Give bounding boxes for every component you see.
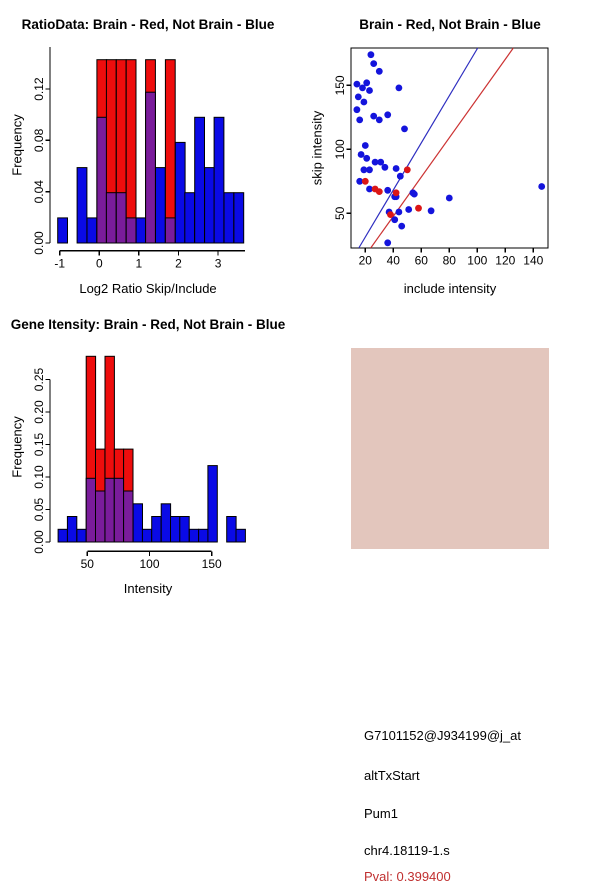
svg-text:150: 150 — [333, 75, 348, 96]
ratio-hist-title: RatioData: Brain - Red, Not Brain - Blue — [21, 17, 275, 32]
svg-text:1: 1 — [135, 256, 143, 271]
info-pval: Pval: 0.399400 — [364, 869, 451, 884]
ratio-hist-ylabel: Frequency — [9, 114, 25, 176]
gene-hist-ylabel: Frequency — [9, 416, 25, 478]
svg-text:0.00: 0.00 — [32, 530, 47, 554]
svg-text:40: 40 — [386, 253, 400, 268]
gene_intensity_hist-chart — [32, 356, 245, 571]
svg-text:0.20: 0.20 — [32, 400, 47, 424]
gene-hist-xlabel: Intensity — [123, 581, 173, 596]
svg-text:-1: -1 — [54, 256, 66, 271]
intensity_scatter-chart — [333, 48, 548, 268]
svg-text:80: 80 — [442, 253, 456, 268]
svg-text:0: 0 — [95, 256, 103, 271]
scatter-ylabel: skip intensity — [309, 110, 325, 186]
gene-hist-title: Gene Itensity: Brain - Red, Not Brain - Blue — [10, 317, 286, 332]
scatter-xlabel: include intensity — [403, 281, 497, 296]
svg-text:60: 60 — [414, 253, 428, 268]
svg-text:100: 100 — [467, 253, 488, 268]
svg-text:50: 50 — [333, 206, 348, 220]
svg-text:50: 50 — [80, 556, 94, 571]
svg-text:0.10: 0.10 — [32, 465, 47, 489]
info-probe-id: G7101152@J934199@j_at — [364, 728, 521, 743]
blue_fit_line — [359, 48, 478, 248]
svg-text:150: 150 — [201, 556, 222, 571]
svg-text:0.04: 0.04 — [32, 180, 47, 204]
scatter-title: Brain - Red, Not Brain - Blue — [359, 17, 541, 32]
svg-text:0.15: 0.15 — [32, 432, 47, 457]
svg-text:140: 140 — [523, 253, 544, 268]
info-location: chr4.18119-1.s — [364, 843, 450, 858]
info-panel — [351, 348, 549, 884]
svg-text:3: 3 — [214, 256, 222, 271]
svg-text:0.08: 0.08 — [32, 128, 47, 153]
svg-text:0.00: 0.00 — [32, 231, 47, 255]
svg-text:20: 20 — [358, 253, 372, 268]
ratio_hist-chart — [32, 47, 245, 270]
svg-text:2: 2 — [175, 256, 182, 271]
svg-text:100: 100 — [333, 139, 348, 160]
svg-text:0.05: 0.05 — [32, 497, 47, 522]
ratio-hist-xlabel: Log2 Ratio Skip/Include — [79, 281, 217, 296]
svg-text:0.12: 0.12 — [32, 77, 47, 101]
svg-text:0.25: 0.25 — [32, 367, 47, 392]
svg-text:120: 120 — [495, 253, 516, 268]
svg-text:100: 100 — [139, 556, 160, 571]
info-event-type: altTxStart — [364, 768, 420, 783]
info-gene-name: Pum1 — [364, 806, 398, 821]
